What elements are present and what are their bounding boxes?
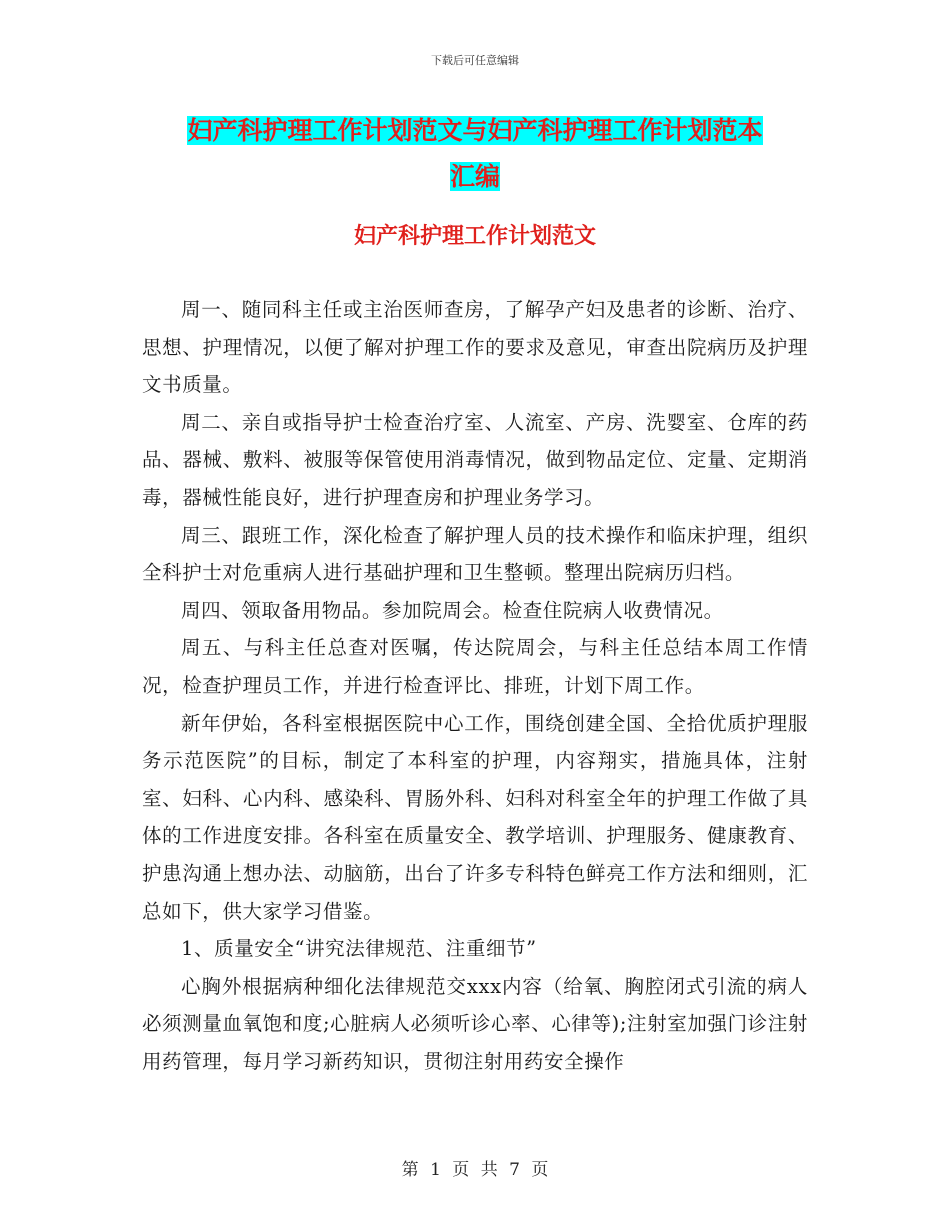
paragraph-tuesday: 周二、亲自或指导护士检查治疗室、人流室、产房、洗婴室、仓库的药品、器械、敷料、被服等保管使用消毒情况，做到物品定位、定量、定期消毒，器械性能良好，进行护理查房和护理业务学习。 (142, 410, 808, 509)
document-body (142, 291, 808, 1080)
paragraph-quality-safety-heading: 1、质量安全“讲究法律规范、注重细节” (181, 937, 537, 961)
document-title-line-2: 汇编 (449, 162, 500, 191)
paragraph-cardiothoracic: 心胸外根据病种细化法律规范交xxx内容（给氧、胸腔闭式引流的病人必须测量血氧饱和度;心脏病人必须听诊心率、心律等);注射室加强门诊注射用药管理，每月学习新药知识，贯彻注射用药安全操作 (142, 974, 808, 1073)
paragraph-wednesday: 周三、跟班工作，深化检查了解护理人员的技术操作和临床护理，组织全科护士对危重病人进行基础护理和卫生整顿。整理出院病历归档。 (142, 523, 808, 585)
paragraph-monday: 周一、随同科主任或主治医师查房，了解孕产妇及患者的诊断、治疗、思想、护理情况，以便了解对护理工作的要求及意见，审查出院病历及护理文书质量。 (142, 298, 808, 397)
section-title: 妇产科护理工作计划范文 (353, 223, 596, 249)
paragraph-thursday: 周四、领取备用物品。参加院周会。检查住院病人收费情况。 (181, 598, 724, 622)
paragraph-friday: 周五、与科主任总查对医嘱，传达院周会，与科主任总结本周工作情况，检查护理员工作，并进行检查评比、排班，计划下周工作。 (142, 636, 808, 697)
paragraph-new-year-plan: 新年伊始，各科室根据医院中心工作，围绕创建全国、全拾优质护理服务示范医院”的目标，制定了本科室的护理，内容翔实，措施具体，注射室、妇科、心内科、感染科、胃肠外科、妇科对科室全年的护理工作做了具体的工作进度安排。各科室在质量安全、教学培训、护理服务、健康教育、护患沟通上想办法、动脑筋，出台了许多专科特色鲜亮工作方法和细则，汇总如下，供大家学习借鉴。 (142, 711, 808, 923)
document-title (0, 108, 950, 200)
page-header-note: 下载后可任意编辑 (431, 54, 519, 67)
document-title-line-1: 妇产科护理工作计划范文与妇产科护理工作计划范本 (187, 116, 763, 145)
page-footer: 第 1 页 共 7 页 (401, 1160, 549, 1180)
